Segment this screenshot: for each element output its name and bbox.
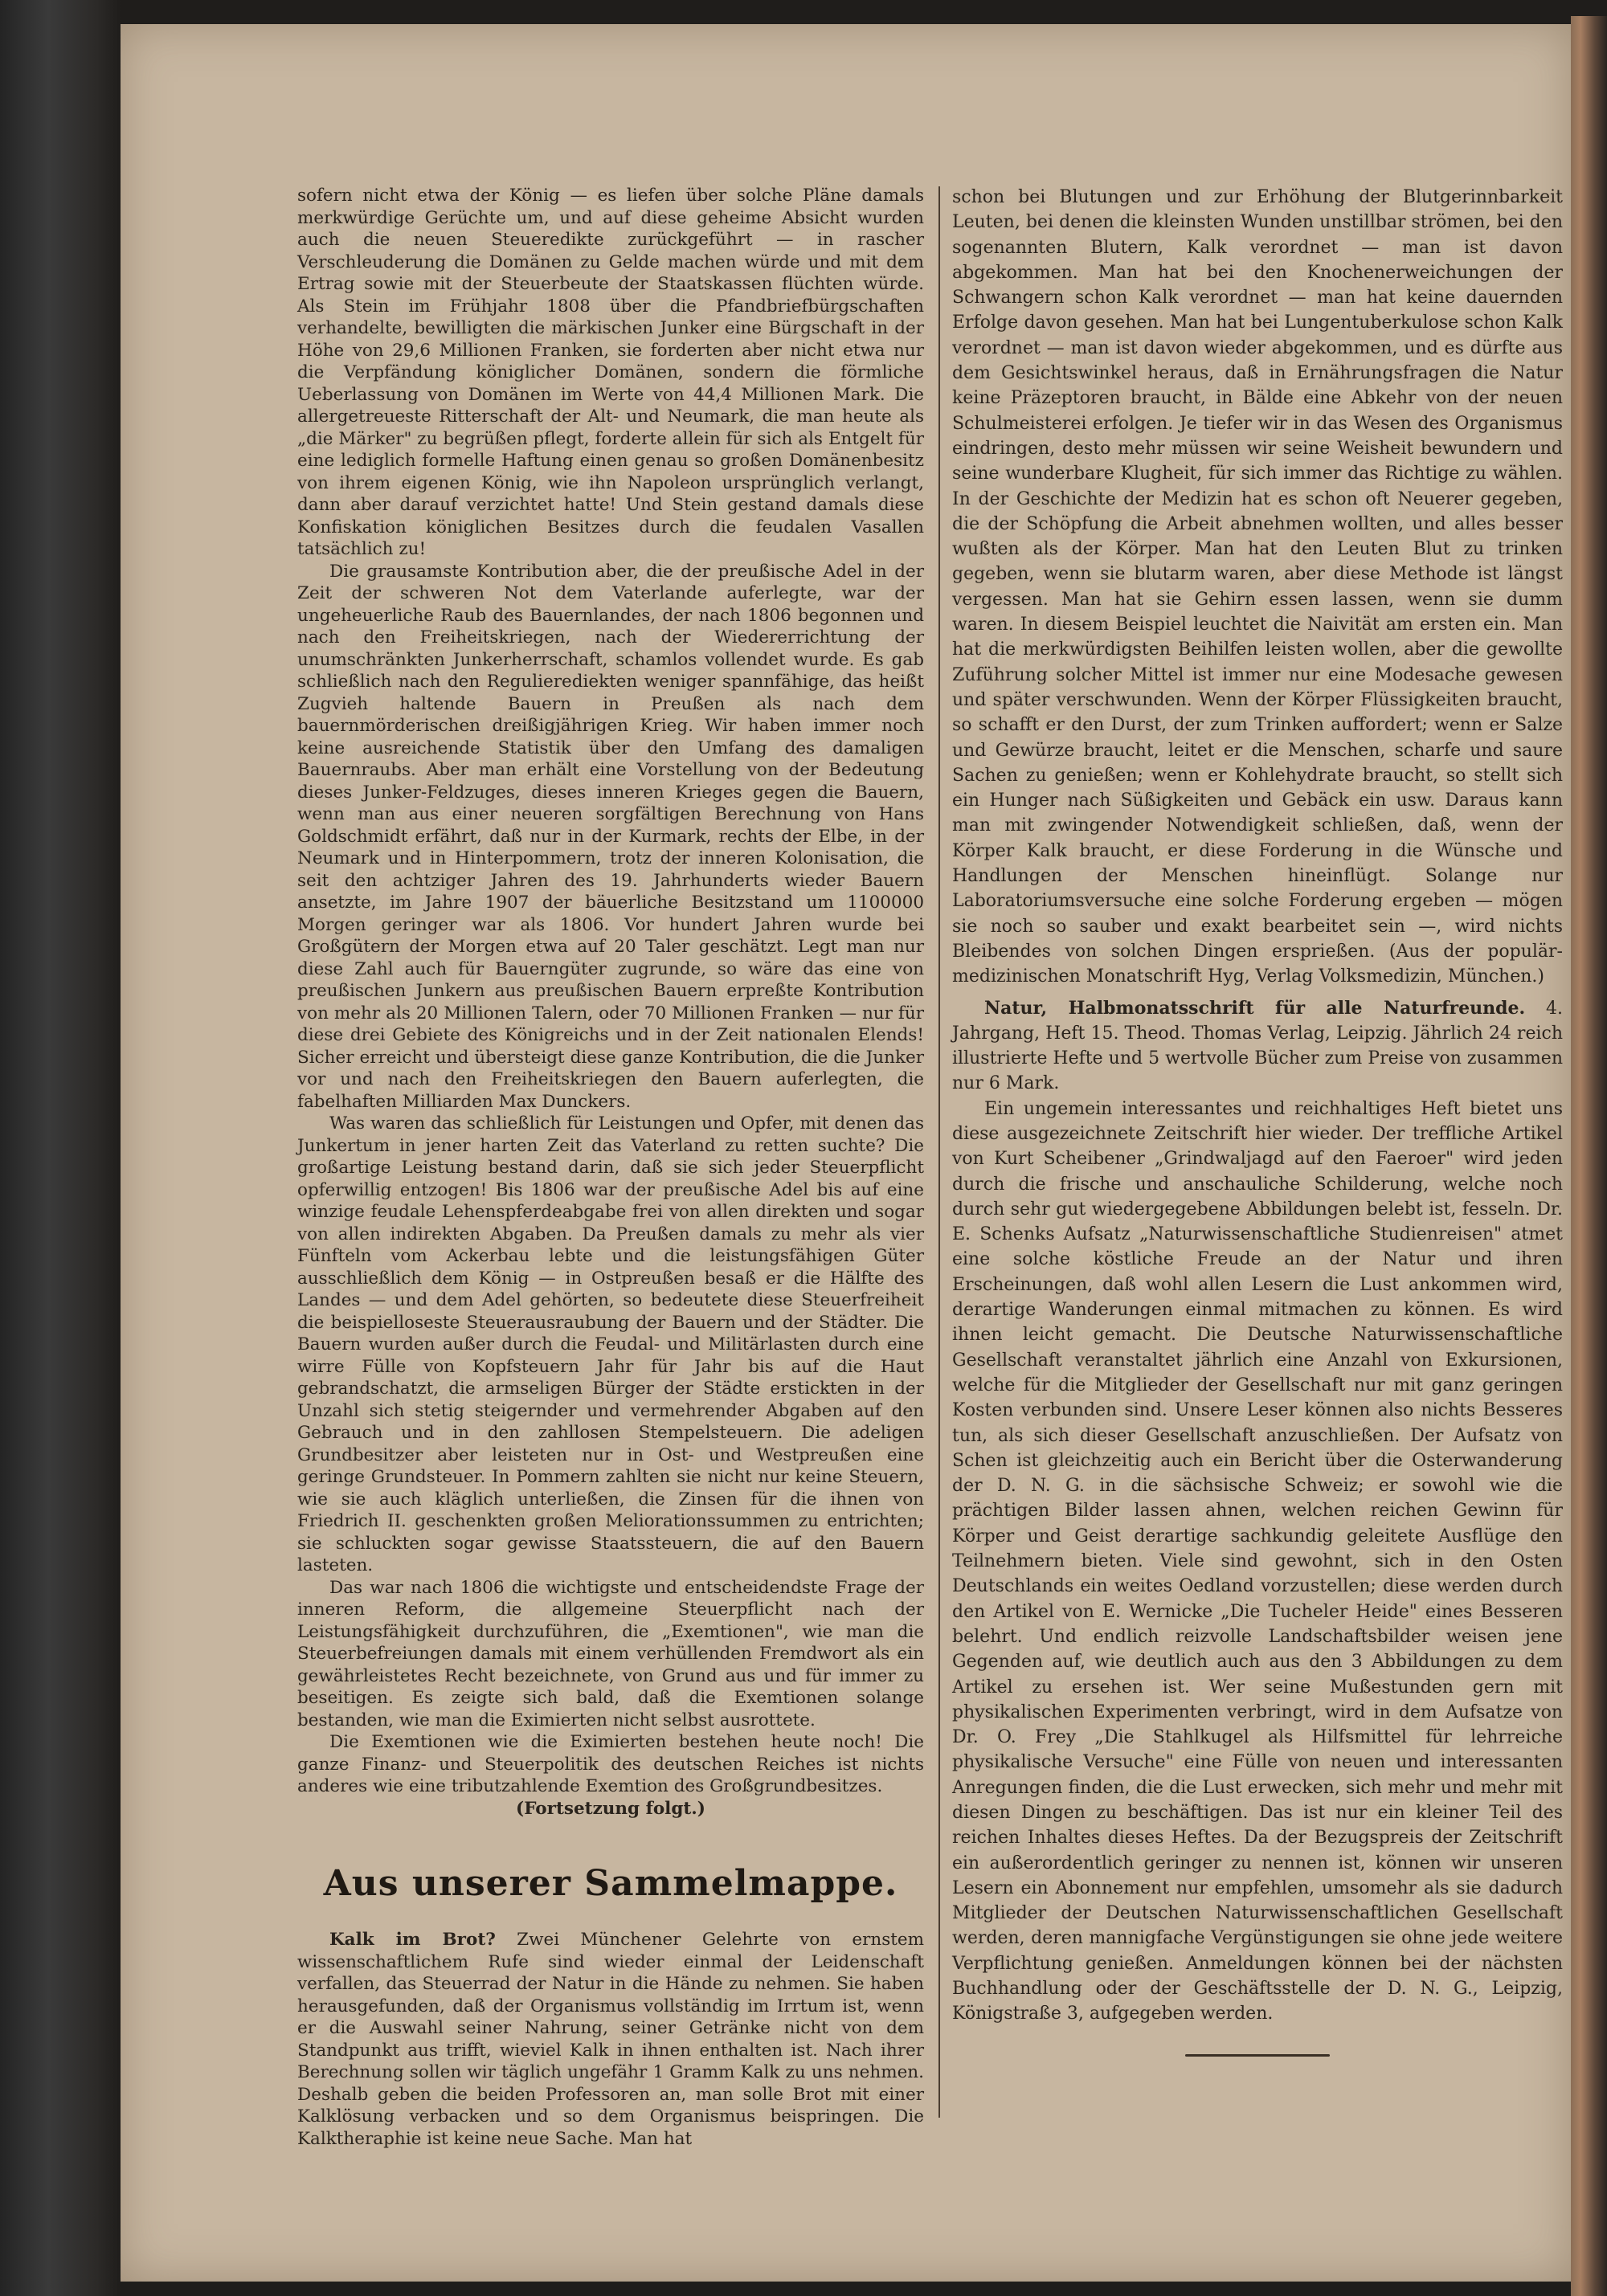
kalk-article-text: Zwei Münchener Gelehrte von ernstem wissenschaftlichem Rufe sind wieder einmal der Leidenschaft verfallen, das Steuerrad der Natur in die Hände zu nehmen. Sie haben herausgefunden, daß der Organismus vollständig im Irrtum ist, wenn er die Auswahl seiner Nahrung, seiner Getränke nicht von dem Standpunkt aus trifft, wieviel Kalk in ihnen enthalten ist. Nach ihrer Berechnung sollen wir täglich ungefähr 1 Gramm Kalk zu uns nehmen. Deshalb geben die beiden Professoren an, man solle Brot mit einer Kalklösung verbacken und so dem Organismus beispringen. Die Kalktheraphie ist keine neue Sache. Man hat bbox=[297, 1930, 924, 2149]
kalk-article-continued: schon bei Blutungen und zur Erhöhung der Blutgerinnbarkeit Leuten, bei denen die kleinsten Wunden unstillbar strömen, bei den sogenannten Blutern, Kalk verordnet — man ist davon abgekommen. Man hat bei den Knochenerweichungen der Schwangern schon Kalk verordnet — man hat keine dauernden Erfolge davon gesehen. Man hat bei Lungentuberkulose schon Kalk verordnet — man ist davon wieder abgekommen, und es dürfte aus dem Gesichtswinkel heraus, daß in Ernährungsfragen die Natur keine Präzeptoren braucht, in Bälde eine Abkehr von der neuen Schulmeisterei erfolgen. Je tiefer wir in das Wesen des Organismus eindringen, desto mehr müssen wir seine Weisheit bewundern und seine wunderbare Klugheit, für sich immer das Richtige zu wählen. In der Geschichte der Medizin hat es schon oft Neuerer gegeben, die der Schöpfung die Arbeit abnehmen wollten, und alles besser wußten als der Körper. Man hat den Leuten Blut zu trinken gegeben, wenn sie blutarm waren, aber diese Methode ist längst vergessen. Man hat sie Gehirn essen lassen, wenn sie dumm waren. In diesem Beispiel leuchtet die Naivität am ersten ein. Man hat die merkwürdigsten Beihilfen leisten wollen, aber die gewollte Zuführung solcher Mittel ist immer nur eine Modesache gewesen und später verschwunden. Wenn der Körper Flüssigkeiten braucht, so schafft er den Durst, der zum Trinken auffordert; wenn er Salze und Gewürze braucht, leitet er die Menschen, scharfe und saure Sachen zu genießen; wenn er Kohlehydrate braucht, so stellt sich ein Hunger nach Süßigkeiten und Gebäck ein usw. Daraus kann man mit zwingender Notwendigkeit schließen, daß, wenn der Körper Kalk braucht, er diese Forderung in die Wünsche und Handlungen der Menschen hineinflügt. Solange nur Laboratoriumsversuche eine solche Forderung ergeben — mögen sie noch so sauber und exakt bearbeitet sein —, wird nichts Bleibendes von solchen Dingen ersprießen. (Aus der populär-medizinischen Monatschrift Hyg, Verlag Volksmedizin, München.) bbox=[952, 187, 1563, 987]
kalk-article-title: Kalk im Brot? bbox=[329, 1930, 496, 1950]
column-divider bbox=[938, 186, 940, 2118]
section-heading: Aus unserer Sammelmappe. bbox=[323, 1863, 898, 1904]
natur-title: Natur, Halbmonatsschrift für alle Naturfreunde. bbox=[984, 997, 1526, 1019]
natur-review: Ein ungemein interessantes und reichhaltiges Heft bietet uns diese ausgezeichnete Zeitschrift hier wieder. Der treffliche Artikel von Kurt Scheibener „Grindwaljagd auf den Faeroer" wird jeden durch die frische und anschauliche Schilderung, welche noch durch sehr gut wiedergegebene Abbildungen belebt ist, fesseln. Dr. E. Schenks Aufsatz „Naturwissenschaftliche Studienreisen" atmet eine solche köstliche Freude an der Natur und ihren Erscheinungen, daß wohl allen Lesern die Lust ankommen wird, derartige Wanderungen einmal mitmachen zu können. Es wird ihnen leicht gemacht. Die Deutsche Naturwissenschaftliche Gesellschaft veranstaltet jährlich eine Anzahl von Exkursionen, welche für die Mitglieder der Gesellschaft nur mit ganz geringen Kosten verbunden sind. Unsere Leser können also nichts Besseres tun, als sich dieser Gesellschaft anzuschließen. Der Aufsatz von Schen ist gleichzeitig auch ein Bericht über die Osterwanderung der D. N. G. in die sächsische Schweiz; er sowohl wie die prächtigen Bilder lassen ahnen, welchen reichen Gewinn für Körper und Geist derartige sachkundig geleitete Ausflüge den Teilnehmern bieten. Viele sind gewohnt, sich in den Osten Deutschlands ein weites Oedland vorzustellen; diese werden durch den Artikel von E. Wernicke „Die Tucheler Heide" eines Besseren belehrt. Und endlich reizvolle Landschaftsbilder weisen jene Gegenden auf, wie deutlich auch aus den 3 Abbildungen zu dem Artikel zu ersehen ist. Wer seine Mußestunden gern mit physikalischen Experimenten verbringt, wird in dem Aufsatze von Dr. O. Frey „Die Stahlkugel als Hilfsmittel für lehrreiche physikalische Versuche" eine Fülle von neuen und interessanten Anregungen finden, die die Lust erwecken, sich mehr und mehr mit diesen Dingen zu beschäftigen. Das ist nur ein kleiner Teil des reichen Inhaltes dieses Heftes. Da der Bezugspreis der Zeitschrift ein außerordentlich geringer zu nennen ist, können wir unseren Lesern ein Abonnement nur empfehlen, umsomehr als sie dadurch Mitglieder der Deutschen Naturwissenschaftlichen Gesellschaft werden, deren mannigfache Vergünstigungen sie ohne jede weitere Verpflichtung genießen. Anmeldungen können bei der nächsten Buchhandlung oder der Geschäftsstelle der D. N. G., Leipzig, Königstraße 3, aufgegeben werden. bbox=[952, 1098, 1563, 2024]
article-paragraph: Das war nach 1806 die wichtigste und entscheidendste Frage der inneren Reform, die allgemeine Steuerpflicht nach der Leistungsfähigkeit durchzuführen, die „Exemtionen", wie man die Steuerbefreiungen damals mit einem verhüllenden Fremdwort als ein gewährleistetes Recht bezeichnete, von Grund aus und für immer zu beseitigen. Es zeigte sich bald, daß die Exemtionen solange bestanden, wie man die Eximierten nicht selbst ausrottete. bbox=[297, 1577, 924, 1730]
end-rule bbox=[1185, 2054, 1330, 2057]
article-paragraph: Was waren das schließlich für Leistungen und Opfer, mit denen das Junkertum in jener harten Zeit das Vaterland zu retten suchte? Die großartige Leistung bestand darin, daß sie sich jeder Steuerpflicht opferwillig entzogen! Bis 1806 war der preußische Adel bis auf eine winzige feudale Lehenspferdeabgabe frei von allen direkten und sogar von allen indirekten Abgaben. Da Preußen damals zu mehr als vier Fünfteln vom Ackerbau lebte und die leistungsfähigen Güter ausschließlich dem König — in Ostpreußen besaß er die Hälfte des Landes — und dem Adel gehörten, so bedeutete diese Steuerfreiheit die beispielloseste Steuerausraubung der Bauern und der Städter. Die Bauern wurden außer durch die Feudal- und Militärlasten durch eine wirre Fülle von Kopfsteuern Jahr für Jahr bis auf die Haut gebrandschatzt, die armseligen Bürger der Städte erstickten in der Unzahl sich stetig steigernder und vermehrender Abgaben auf den Gebrauch und in den zahllosen Stempelsteuern. Die adeligen Grundbesitzer aber leisteten nur in Ost- und Westpreußen eine geringe Grundsteuer. In Pommern zahlten sie nicht nur keine Steuern, wie sie auch kläglich unterließen, die Zinsen für die ihnen von Friedrich II. geschenkten großen Meliorationssummen zu entrichten; sie schluckten sogar gewisse Staatssteuern, die auf den Bauern lasteten. bbox=[297, 1113, 924, 1575]
left-column bbox=[297, 185, 924, 2150]
natur-notice bbox=[952, 996, 1563, 1097]
article-paragraph: Die grausamste Kontribution aber, die der preußische Adel in der Zeit der schweren Not dem Vaterlande auferlegte, war der ungeheuerliche Raub des Bauernlandes, der nach 1806 begonnen und nach den Freiheitskriegen, nach der Wiedererrichtung der unumschränkten Junkerherrschaft, schamlos vollendet wurde. Es gab schließlich nach den Regulierediekten weniger spannfähige, das heißt Zugvieh haltende Bauern in Preußen als nach dem bauernmörderischen dreißigjährigen Krieg. Wir haben immer noch keine ausreichende Statistik über den Umfang des damaligen Bauernraubs. Aber man erhält eine Vorstellung von der Bedeutung dieses Junker-Feldzuges, dieses inneren Krieges gegen die Bauern, wenn man aus einer neueren sorgfältigen Berechnung von Hans Goldschmidt erfährt, daß nur in der Kurmark, rechts der Elbe, in der Neumark und in Hinterpommern, trotz der inneren Kolonisation, die seit den achtziger Jahren des 19. Jahrhunderts wieder Bauern ansetzte, im Jahre 1907 der bäuerliche Besitzstand um 1100000 Morgen geringer war als 1806. Vor hundert Jahren wurde bei Großgütern der Morgen etwa auf 20 Taler geschätzt. Legt man nur diese Zahl auch für Bauerngüter zugrunde, so wäre das eine von preußischen Junkern aus preußischen Bauern erpreßte Kontribution von mehr als 20 Millionen Talern, oder 70 Millionen Franken — nur für diese drei Gebiete des Königreichs und in der Zeit nationalen Elends! Sicher erreicht und übersteigt diese ganze Kontribution, die die Junker vor und nach den Freiheitskriegen den Bauern auferlegten, die fabelhaften Milliarden Max Dunckers. bbox=[297, 561, 924, 1112]
article-paragraph: Die Exemtionen wie die Eximierten bestehen heute noch! Die ganze Finanz- und Steuerpolitik des deutschen Reiches ist nichts anderes wie eine tributzahlende Exemtion des Großgrundbesitzes. bbox=[297, 1732, 924, 1796]
natur-meta: 4. Jahrgang, Heft 15. Theod. Thomas Verlag, Leipzig. Jährlich 24 reich illustrierte Hefte und 5 wertvolle Bücher zum Preise von zusammen nur 6 Mark. bbox=[952, 998, 1563, 1094]
continuation-note: (Fortsetzung folgt.) bbox=[516, 1798, 705, 1819]
article-paragraph: sofern nicht etwa der König — es liefen über solche Pläne damals merkwürdige Gerüchte um, und auf diese geheime Absicht wurden auch die neuen Steueredikte zurückgeführt — in rascher Verschleuderung die Domänen zu Gelde machen würde und mit dem Ertrag sowie mit der Steuerbeute der Staatskassen flüchten würde. Als Stein im Frühjahr 1808 über die Pfandbriefbürgschaften verhandelte, bewilligten die märkischen Junker eine Bürgschaft in der Höhe von 29,6 Millionen Franken, sie forderten aber nicht etwa nur die Verpfändung königlicher Domänen, sondern die förmliche Ueberlassung von Domänen im Werte von 44,4 Millionen Mark. Die allergetreueste Ritterschaft der Alt- und Neumark, die man heute als „die Märker" zu begrüßen pflegt, forderte allein für sich als Entgelt für eine lediglich formelle Haftung einen genau so großen Domänenbesitz von ihrem eigenen König, wie ihn Napoleon ursprünglich verlangt, dann aber darauf verzichtet hatte! Und Stein gestand damals diese Konfiskation königlichen Besitzes durch die feudalen Vasallen tatsächlich zu! bbox=[297, 186, 924, 559]
next-page-edge bbox=[1571, 16, 1607, 2296]
right-column bbox=[952, 185, 1563, 2057]
kalk-article bbox=[297, 1929, 924, 2150]
